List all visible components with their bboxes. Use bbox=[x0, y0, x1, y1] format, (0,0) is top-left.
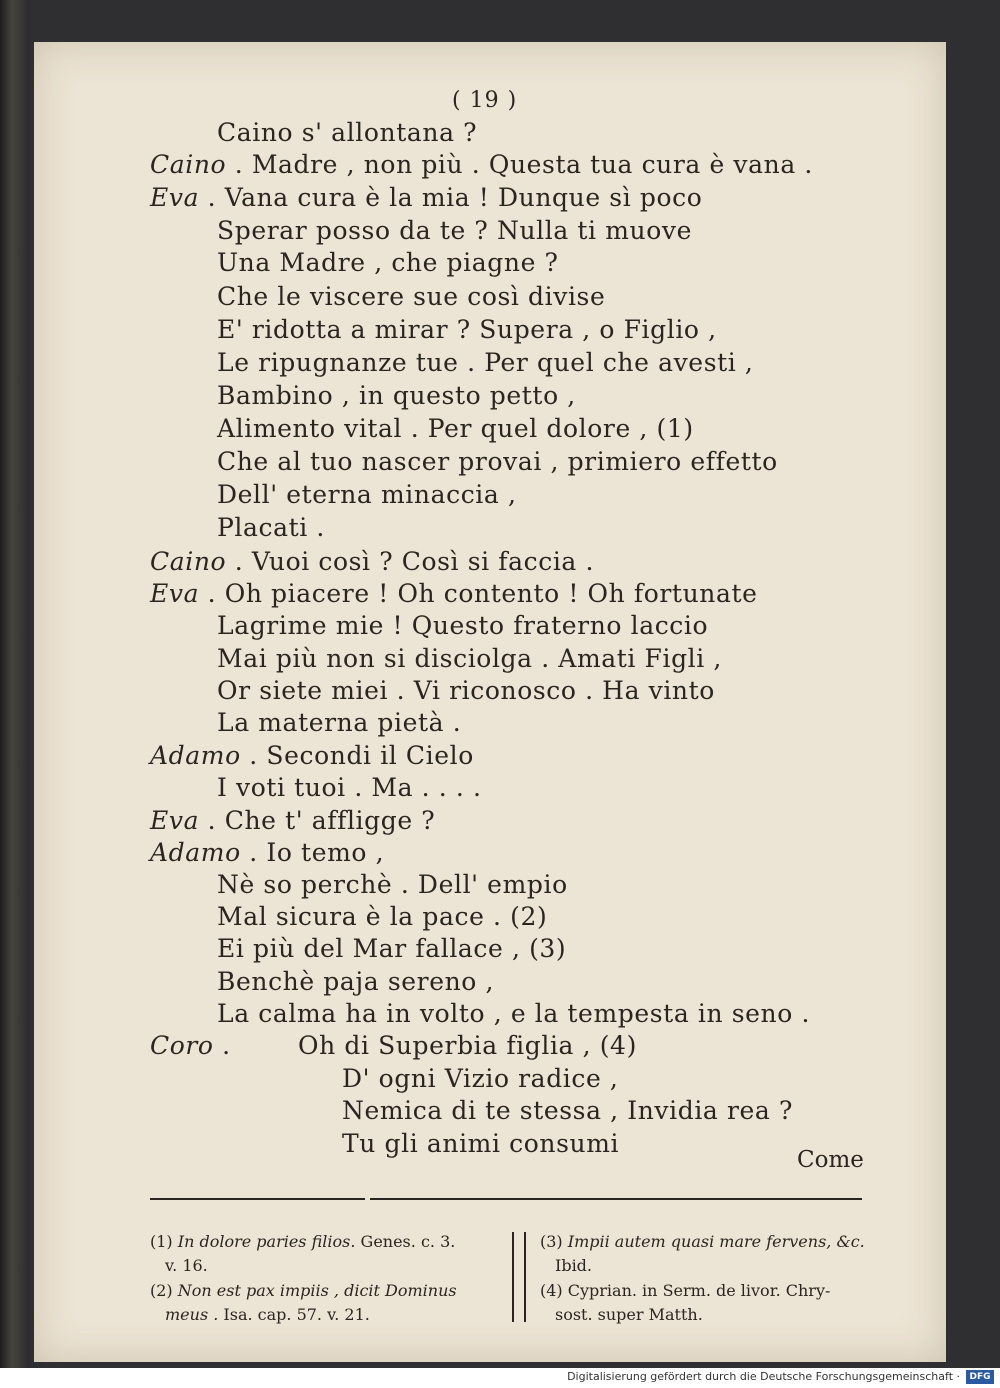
footnote-line bbox=[150, 1232, 455, 1251]
footnote-rule-left bbox=[150, 1198, 365, 1200]
footnote-line bbox=[540, 1281, 830, 1300]
verse-text: . Vuoi così ? Così si faccia . bbox=[234, 547, 595, 576]
verse-text: Mal sicura è la pace . (2) bbox=[217, 902, 548, 931]
verse-line bbox=[217, 480, 517, 509]
verse-text: Tu gli animi consumi bbox=[342, 1129, 620, 1158]
footnote-line bbox=[165, 1305, 370, 1324]
verse-line bbox=[217, 644, 722, 673]
speaker-name: Caino bbox=[150, 150, 227, 179]
verse-text: . Io temo , bbox=[249, 838, 385, 867]
verse-text: Che al tuo nascer provai , primiero effetto bbox=[217, 447, 778, 476]
footnote-text: Cyprian. in Serm. de livor. Chry- bbox=[567, 1281, 831, 1300]
footnote-mark: (3) bbox=[540, 1232, 568, 1251]
verse-text: . Che t' affligge ? bbox=[207, 806, 436, 835]
verse-text: D' ogni Vizio radice , bbox=[342, 1064, 619, 1093]
verse-text: Lagrime mie ! Questo fraterno laccio bbox=[217, 611, 709, 640]
book-binding-edge bbox=[0, 0, 30, 1368]
verse-line bbox=[342, 1064, 618, 1093]
verse-text: . Secondi il Cielo bbox=[249, 741, 474, 770]
footnote-mark: (4) bbox=[540, 1281, 568, 1300]
footnote-rule-right bbox=[370, 1198, 862, 1200]
speaker-name: Adamo bbox=[150, 838, 241, 867]
verse-line bbox=[217, 967, 494, 996]
verse-text: Che le viscere sue così divise bbox=[217, 282, 606, 311]
verse-line bbox=[217, 708, 461, 737]
dfg-logo: DFG bbox=[966, 1370, 994, 1384]
verse-line bbox=[217, 315, 717, 344]
footnote-italic-text: Impii autem quasi mare fervens, &c. bbox=[567, 1232, 865, 1251]
verse-line bbox=[217, 902, 547, 931]
verse-line bbox=[217, 216, 692, 245]
verse-text: Nè so perchè . Dell' empio bbox=[217, 870, 568, 899]
verse-line bbox=[217, 676, 715, 705]
verse-text: Alimento vital . Per quel dolore , (1) bbox=[217, 414, 694, 443]
verse-text: I voti tuoi . Ma . . . . bbox=[217, 773, 482, 802]
verse-line bbox=[217, 348, 753, 377]
verse-text: La materna pietà . bbox=[217, 708, 462, 737]
verse-line bbox=[150, 1031, 231, 1060]
verse-line bbox=[298, 1031, 637, 1060]
verse-text: Caino s' allontana ? bbox=[217, 118, 478, 147]
verse-text: Nemica di te stessa , Invidia rea ? bbox=[342, 1096, 793, 1125]
verse-line bbox=[150, 741, 474, 770]
verse-text: E' ridotta a mirar ? Supera , o Figlio , bbox=[217, 315, 717, 344]
verse-line bbox=[150, 579, 758, 608]
verse-text: Bambino , in questo petto , bbox=[217, 381, 576, 410]
verse-line bbox=[342, 1129, 619, 1158]
footnote-line bbox=[150, 1281, 457, 1300]
catchword: Come bbox=[797, 1147, 864, 1173]
verse-line bbox=[217, 282, 605, 311]
verse-text: Mai più non si disciolga . Amati Figli , bbox=[217, 644, 722, 673]
verse-line bbox=[217, 118, 477, 147]
footnote-line bbox=[540, 1232, 865, 1251]
verse-text: Le ripugnanze tue . Per quel che avesti , bbox=[217, 348, 754, 377]
verse-line bbox=[217, 611, 708, 640]
speaker-name: Caino bbox=[150, 547, 227, 576]
verse-line bbox=[217, 870, 568, 899]
footnote-text: sost. super Matth. bbox=[555, 1305, 703, 1324]
footnote-italic-text: In dolore paries filios bbox=[177, 1232, 351, 1251]
verse-text: Placati . bbox=[217, 513, 325, 542]
verse-line bbox=[150, 838, 384, 867]
verse-line bbox=[217, 381, 576, 410]
verse-text: Sperar posso da te ? Nulla ti muove bbox=[217, 216, 692, 245]
verse-line bbox=[150, 150, 813, 179]
verse-line bbox=[217, 248, 559, 277]
footnote-text: . Genes. c. 3. bbox=[350, 1232, 456, 1251]
verse-text: La calma ha in volto , e la tempesta in seno . bbox=[217, 999, 810, 1028]
footnote-text: Isa. cap. 57. v. 21. bbox=[218, 1305, 370, 1324]
speaker-name: Coro bbox=[150, 1031, 214, 1060]
verse-text: Dell' eterna minaccia , bbox=[217, 480, 517, 509]
verse-line bbox=[217, 773, 482, 802]
funding-credit: Digitalisierung gefördert durch die Deutsche Forschungsgemeinschaft · bbox=[567, 1370, 960, 1383]
footnote-text: Ibid. bbox=[555, 1256, 593, 1275]
speaker-name: Eva bbox=[150, 806, 200, 835]
footnote-mark: (1) bbox=[150, 1232, 178, 1251]
speaker-name: Adamo bbox=[150, 741, 241, 770]
speaker-name: Eva bbox=[150, 183, 200, 212]
verse-text: Una Madre , che piagne ? bbox=[217, 248, 559, 277]
verse-line bbox=[217, 999, 810, 1028]
footnote-italic-text: meus . bbox=[165, 1305, 219, 1324]
verse-line bbox=[217, 513, 325, 542]
footnote-column-divider-2 bbox=[524, 1232, 526, 1322]
verse-line bbox=[150, 806, 435, 835]
verse-text: Or siete miei . Vi riconosco . Ha vinto bbox=[217, 676, 715, 705]
verse-text: Benchè paja sereno , bbox=[217, 967, 495, 996]
footnote-line bbox=[165, 1256, 208, 1275]
verse-line bbox=[342, 1096, 793, 1125]
verse-line bbox=[217, 934, 566, 963]
verse-text: Oh di Superbia figlia , (4) bbox=[298, 1031, 637, 1060]
verse-line bbox=[217, 414, 694, 443]
speaker-name: Eva bbox=[150, 579, 200, 608]
footnote-line bbox=[555, 1256, 592, 1275]
page-number: ( 19 ) bbox=[452, 88, 518, 113]
footnote-italic-text: Non est pax impiis , dicit Dominus bbox=[177, 1281, 457, 1300]
verse-text: . Madre , non più . Questa tua cura è vana . bbox=[234, 150, 813, 179]
footnote-text: v. 16. bbox=[165, 1256, 208, 1275]
verse-line bbox=[217, 447, 778, 476]
verse-text: . Vana cura è la mia ! Dunque sì poco bbox=[207, 183, 703, 212]
footnote-line bbox=[555, 1305, 703, 1324]
verse-text: . Oh piacere ! Oh contento ! Oh fortunate bbox=[207, 579, 758, 608]
verse-text: Ei più del Mar fallace , (3) bbox=[217, 934, 567, 963]
verse-line bbox=[150, 547, 594, 576]
verse-line bbox=[150, 183, 702, 212]
footnote-mark: (2) bbox=[150, 1281, 178, 1300]
verse-text: . bbox=[222, 1031, 231, 1060]
footnote-column-divider bbox=[512, 1232, 514, 1322]
